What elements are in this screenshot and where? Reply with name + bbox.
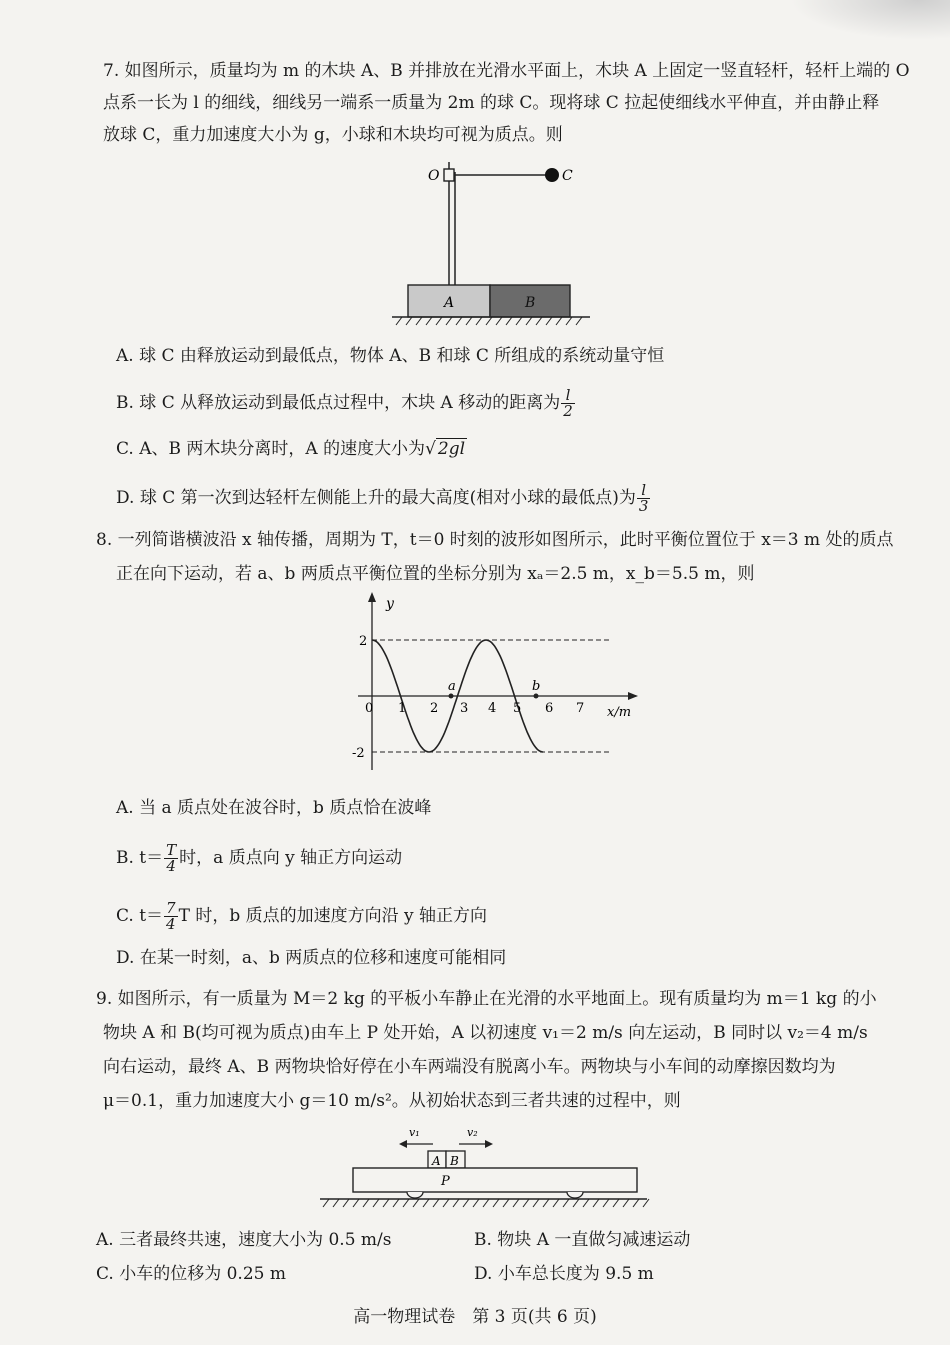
q7-option-b: B. 球 C 从释放运动到最低点过程中，木块 A 移动的距离为 $\frac{l}{2}$	[116, 386, 573, 420]
hatch-mark	[643, 1199, 649, 1207]
q8-point-a	[449, 694, 454, 699]
q8-wave-figure	[350, 590, 650, 775]
hatch-mark	[583, 1199, 589, 1207]
hatch-mark	[513, 1199, 519, 1207]
hatch-mark	[603, 1199, 609, 1207]
q9-label-p: P	[441, 1174, 450, 1189]
q8-tick-5: 5	[513, 701, 522, 716]
hatch-mark	[493, 1199, 499, 1207]
q8-x-arrow	[628, 692, 638, 700]
q7-line-1: 7. 如图所示，质量均为 m 的木块 A、B 并排放在光滑水平面上，木块 A 上固定一竖直轻杆，轻杆上端的 O	[103, 61, 910, 81]
q7-label-a: A	[444, 295, 455, 311]
q8-option-c: C. t＝ $\frac{7}{4}$ T 时，b 质点的加速度方向沿 y 轴正方向	[116, 899, 488, 933]
q8-option-d: D. 在某一时刻，a、b 两质点的位移和速度可能相同	[116, 948, 507, 968]
q7-pivot	[444, 169, 454, 181]
hatch-mark	[323, 1199, 329, 1207]
hatch-mark	[363, 1199, 369, 1207]
hatch-mark	[353, 1199, 359, 1207]
q9-label-a: A	[432, 1154, 441, 1168]
scan-shadow	[790, 0, 950, 40]
q7-line-3: 放球 C，重力加速度大小为 g，小球和木块均可视为质点。则	[103, 125, 563, 145]
q7-label-c: C	[562, 168, 573, 184]
q9-option-c: C. 小车的位移为 0.25 m	[96, 1264, 286, 1284]
q7-option-d: D. 球 C 第一次到达轻杆左侧能上升的最大高度(相对小球的最低点)为 $\frac{l}{3}$	[116, 481, 649, 515]
q7-line-2: 点系一长为 l 的细线，细线另一端系一质量为 2m 的球 C。现将球 C 拉起使细线水平伸直，并由静止释	[103, 93, 880, 113]
hatch-mark	[443, 1199, 449, 1207]
q9-cart	[353, 1168, 637, 1192]
hatch-mark	[563, 1199, 569, 1207]
hatch-mark	[423, 1199, 429, 1207]
page-footer: 高一物理试卷 第 3 页(共 6 页)	[353, 1307, 597, 1327]
q8-tick-y-bottom: -2	[352, 746, 365, 761]
q8-y-label: y	[386, 596, 394, 612]
q8-tick-6: 6	[545, 701, 554, 716]
hatch-mark	[623, 1199, 629, 1207]
q8-line-2: 正在向下运动，若 a、b 两质点平衡位置的坐标分别为 xₐ＝2.5 m，x_b＝5.5 m，则	[116, 564, 755, 584]
hatch-mark	[613, 1199, 619, 1207]
q8-b-fraction: $\frac{T}{4}$	[166, 841, 177, 875]
q8-tick-1: 1	[398, 701, 407, 716]
q9-ground-hatch	[323, 1199, 649, 1207]
q8-c-fraction: $\frac{7}{4}$	[166, 899, 176, 933]
q8-point-b	[534, 694, 539, 699]
hatch-mark	[533, 1199, 539, 1207]
q7-d-fraction: $\frac{l}{3}$	[638, 481, 649, 515]
q9-wheel-right	[567, 1192, 583, 1198]
hatch-mark	[413, 1199, 419, 1207]
hatch-mark	[463, 1199, 469, 1207]
q7-option-a: A. 球 C 由释放运动到最低点，物体 A、B 和球 C 所组成的系统动量守恒	[116, 346, 665, 366]
q9-v1-label: v₁	[409, 1126, 420, 1139]
q9-line-1: 9. 如图所示，有一质量为 M＝2 kg 的平板小车静止在光滑的水平地面上。现有质量均为 m＝1 kg 的小	[96, 989, 877, 1009]
q7-label-b: B	[525, 295, 536, 311]
q8-tick-2: 2	[430, 701, 439, 716]
hatch-mark	[393, 1199, 399, 1207]
hatch-mark	[433, 1199, 439, 1207]
q7-b-fraction: $\frac{l}{2}$	[563, 386, 573, 420]
hatch-mark	[473, 1199, 479, 1207]
q9-line-4: μ＝0.1，重力加速度大小 g＝10 m/s²。从初始状态到三者共速的过程中，则	[103, 1091, 681, 1111]
q9-line-2: 物块 A 和 B(均可视为质点)由车上 P 处开始，A 以初速度 v₁＝2 m/s 向左运动，B 同时以 v₂＝4 m/s	[103, 1023, 868, 1043]
q8-tick-7: 7	[576, 701, 585, 716]
q7-ball-c	[545, 168, 559, 182]
q8-line-1: 8. 一列简谐横波沿 x 轴传播，周期为 T，t＝0 时刻的波形如图所示，此时平衡位置位于 x＝3 m 处的质点	[96, 530, 894, 550]
hatch-mark	[343, 1199, 349, 1207]
hatch-mark	[523, 1199, 529, 1207]
q8-tick-y-top: 2	[359, 634, 368, 649]
q9-label-b: B	[450, 1154, 459, 1168]
hatch-mark	[333, 1199, 339, 1207]
hatch-mark	[553, 1199, 559, 1207]
hatch-mark	[373, 1199, 379, 1207]
q8-x-ticks	[365, 701, 584, 716]
q8-x-label: x/m	[607, 705, 632, 720]
q8-tick-3: 3	[460, 701, 469, 716]
q9-line-3: 向右运动，最终 A、B 两物块恰好停在小车两端没有脱离小车。两物块与小车间的动摩擦因数均为	[103, 1057, 836, 1077]
q7-label-o: O	[428, 168, 440, 184]
q9-option-d: D. 小车总长度为 9.5 m	[474, 1264, 654, 1284]
q9-cart-figure	[315, 1120, 655, 1215]
q8-label-a: a	[448, 679, 456, 694]
hatch-mark	[403, 1199, 409, 1207]
q8-tick-0: 0	[365, 701, 374, 716]
hatch-mark	[573, 1199, 579, 1207]
q9-option-a: A. 三者最终共速，速度大小为 0.5 m/s	[96, 1230, 392, 1250]
q8-option-a: A. 当 a 质点处在波谷时，b 质点恰在波峰	[116, 798, 432, 818]
hatch-mark	[453, 1199, 459, 1207]
hatch-mark	[383, 1199, 389, 1207]
q8-label-b: b	[532, 679, 541, 694]
hatch-mark	[543, 1199, 549, 1207]
q9-v2-label: v₂	[467, 1126, 478, 1139]
q7-option-c: C. A、B 两木块分离时，A 的速度大小为√ 2gl	[116, 439, 466, 459]
q9-option-b: B. 物块 A 一直做匀减速运动	[474, 1230, 691, 1250]
q9-wheel-left	[407, 1192, 423, 1198]
hatch-mark	[633, 1199, 639, 1207]
hatch-mark	[483, 1199, 489, 1207]
q7-figure	[380, 152, 620, 332]
q8-option-b: B. t＝ $\frac{T}{4}$ 时，a 质点向 y 轴正方向运动	[116, 841, 403, 875]
hatch-mark	[593, 1199, 599, 1207]
q7-ground-hatch	[396, 317, 582, 325]
hatch-mark	[503, 1199, 509, 1207]
q8-y-arrow	[368, 592, 376, 602]
q8-tick-4: 4	[488, 701, 497, 716]
